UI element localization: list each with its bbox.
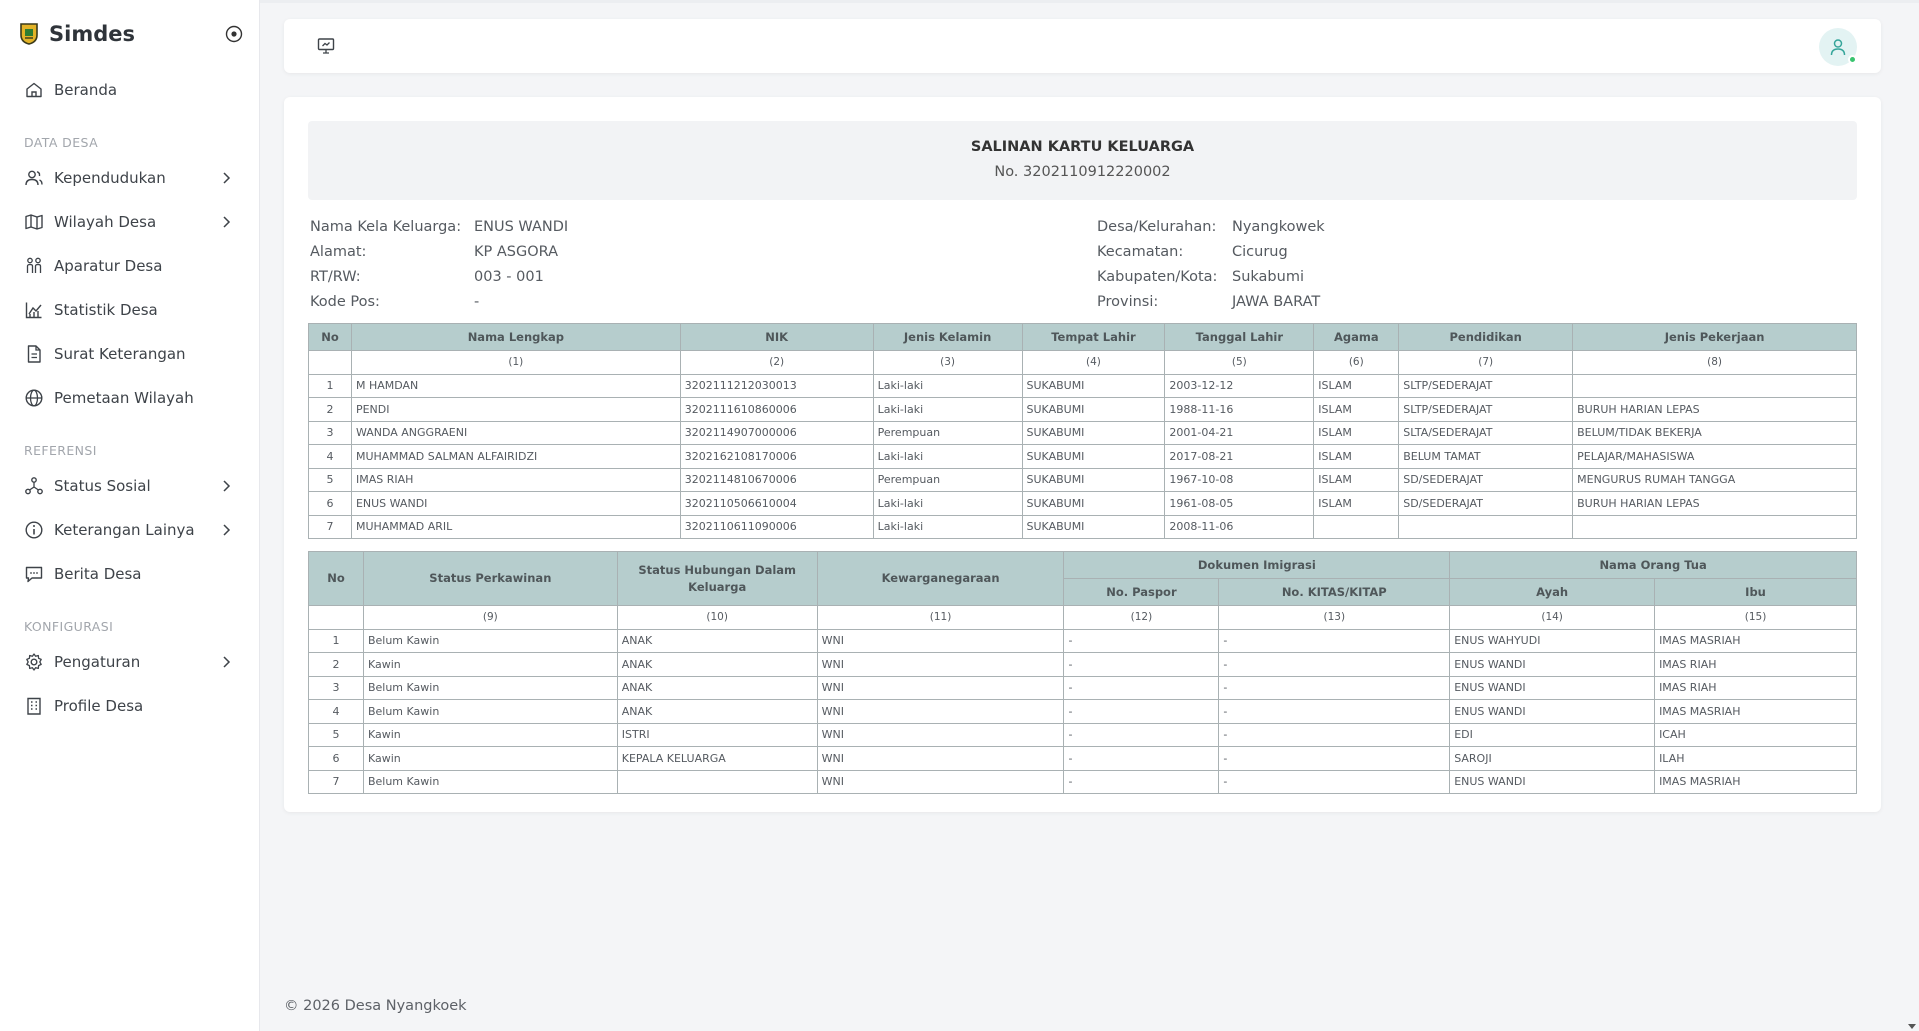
table-cell: SUKABUMI [1022, 445, 1165, 469]
table-cell: 7 [309, 770, 364, 794]
column-header: No. KITAS/KITAP [1219, 579, 1450, 606]
sidebar-item-label: Beranda [54, 81, 118, 99]
table-cell: - [1064, 747, 1219, 771]
info-row [310, 239, 568, 264]
table-cell: 3202114810670006 [680, 468, 873, 492]
family-info-right [1097, 214, 1325, 314]
section-data-desa: DATA DESA [24, 135, 99, 150]
table-cell: SAROJI [1450, 747, 1655, 771]
info-label: Nama Kela Keluarga: [310, 218, 462, 235]
column-header: Tanggal Lahir [1165, 324, 1314, 351]
table-cell: ENUS WANDI [1450, 700, 1655, 724]
sidebar-item-wilayah-desa[interactable] [0, 200, 259, 244]
column-number: (6) [1314, 351, 1399, 375]
column-header: Agama [1314, 324, 1399, 351]
sidebar-item-label: Statistik Desa [54, 301, 158, 319]
family-members-table [308, 323, 1857, 539]
table-cell: Kawin [363, 747, 617, 771]
share-icon [24, 476, 44, 496]
table-cell: SUKABUMI [1022, 421, 1165, 445]
table-cell: ENUS WANDI [1450, 653, 1655, 677]
column-number: (2) [680, 351, 873, 375]
table-cell: ISLAM [1314, 492, 1399, 516]
column-number: (14) [1450, 606, 1655, 630]
table-row [309, 492, 1857, 516]
info-row [1097, 214, 1325, 239]
sidebar-item-surat-keterangan[interactable] [0, 332, 259, 376]
table-cell: 2001-04-21 [1165, 421, 1314, 445]
info-label: Provinsi: [1097, 293, 1159, 310]
family-status-table [308, 551, 1857, 794]
table-cell: ICAH [1655, 723, 1857, 747]
table-cell: ISLAM [1314, 468, 1399, 492]
table-cell: WNI [817, 770, 1064, 794]
column-header: No. Paspor [1064, 579, 1219, 606]
sidebar-item-label: Surat Keterangan [54, 345, 186, 363]
table-cell: M HAMDAN [351, 374, 680, 398]
table-cell: - [1219, 723, 1450, 747]
table-cell: WNI [817, 700, 1064, 724]
table-header-row [309, 324, 1857, 351]
brand-name: Simdes [49, 22, 135, 46]
column-number: (11) [817, 606, 1064, 630]
sidebar-item-label: Kependudukan [54, 169, 166, 187]
table-cell: 3202110611090006 [680, 515, 873, 539]
column-header: Ibu [1655, 579, 1857, 606]
table-cell: SLTP/SEDERAJAT [1399, 374, 1573, 398]
table-cell: WNI [817, 629, 1064, 653]
table-cell: 4 [309, 700, 364, 724]
table-row [309, 747, 1857, 771]
table-cell: - [1064, 723, 1219, 747]
table-cell: SLTA/SEDERAJAT [1399, 421, 1573, 445]
table-cell: WNI [817, 723, 1064, 747]
chart-icon [24, 300, 44, 320]
column-number [309, 351, 352, 375]
column-header: Status Perkawinan [363, 552, 617, 606]
document-icon [24, 344, 44, 364]
table-row [309, 468, 1857, 492]
table-cell: 1 [309, 374, 352, 398]
globe-icon [24, 388, 44, 408]
column-header: Jenis Pekerjaan [1573, 324, 1857, 351]
table-cell: SD/SEDERAJAT [1399, 468, 1573, 492]
sidebar-item-label: Wilayah Desa [54, 213, 157, 231]
table-row [309, 421, 1857, 445]
table-cell: Laki-laki [873, 374, 1022, 398]
sidebar-item-berita-desa[interactable] [0, 552, 259, 596]
column-header: Tempat Lahir [1022, 324, 1165, 351]
table-cell: 7 [309, 515, 352, 539]
info-label: RT/RW: [310, 268, 361, 285]
table-cell: ENUS WANDI [1450, 676, 1655, 700]
table-cell: Belum Kawin [363, 700, 617, 724]
column-number: (13) [1219, 606, 1450, 630]
table-cell: 6 [309, 492, 352, 516]
sidebar-item-keterangan-lainya[interactable] [0, 508, 259, 552]
table-cell: SD/SEDERAJAT [1399, 492, 1573, 516]
info-row [1097, 289, 1325, 314]
sidebar-item-label: Status Sosial [54, 477, 151, 495]
table-cell: ISLAM [1314, 398, 1399, 422]
table-cell: 6 [309, 747, 364, 771]
table-row [309, 398, 1857, 422]
table-cell: 5 [309, 468, 352, 492]
table-cell: ISLAM [1314, 421, 1399, 445]
info-value: ENUS WANDI [474, 218, 569, 235]
table-cell: ANAK [617, 653, 817, 677]
table-cell: BURUH HARIAN LEPAS [1573, 398, 1857, 422]
kartu-keluarga-card [284, 97, 1881, 812]
table-cell [1399, 515, 1573, 539]
table-cell: 3202162108170006 [680, 445, 873, 469]
table-cell: - [1219, 676, 1450, 700]
table-cell: 3 [309, 421, 352, 445]
table-row [309, 770, 1857, 794]
table-cell: ANAK [617, 676, 817, 700]
column-group-header: Dokumen Imigrasi [1064, 552, 1450, 579]
document-title: SALINAN KARTU KELUARGA [970, 139, 1195, 155]
info-row [310, 214, 568, 239]
top-edge [260, 0, 1919, 3]
sidebar-item-pengaturan[interactable] [0, 640, 259, 684]
table-cell: WANDA ANGGRAENI [351, 421, 680, 445]
info-row [310, 289, 568, 314]
table-cell [1314, 515, 1399, 539]
info-label: Kecamatan: [1097, 243, 1184, 260]
table-cell: 5 [309, 723, 364, 747]
table-cell: - [1219, 770, 1450, 794]
column-header: NIK [680, 324, 873, 351]
column-number: (7) [1399, 351, 1573, 375]
table-cell: 4 [309, 445, 352, 469]
table-cell: WNI [817, 747, 1064, 771]
info-value: Sukabumi [1232, 268, 1304, 285]
table-cell: ISLAM [1314, 374, 1399, 398]
sidebar-item-kependudukan[interactable] [0, 156, 259, 200]
column-number: (1) [351, 351, 680, 375]
table-cell: IMAS RIAH [1655, 653, 1857, 677]
table-cell: Laki-laki [873, 515, 1022, 539]
table-cell: PELAJAR/MAHASISWA [1573, 445, 1857, 469]
table-row [309, 515, 1857, 539]
chevron-right-icon [219, 171, 233, 185]
column-number: (5) [1165, 351, 1314, 375]
home-icon [24, 80, 44, 100]
sidebar-item-label: Profile Desa [54, 697, 144, 715]
table-cell: 2 [309, 653, 364, 677]
column-number: (10) [617, 606, 817, 630]
table-cell: PENDI [351, 398, 680, 422]
table-row [309, 653, 1857, 677]
gear-icon [24, 652, 44, 672]
info-row [1097, 239, 1325, 264]
info-icon [24, 520, 44, 540]
info-label: Desa/Kelurahan: [1097, 218, 1217, 235]
info-value: Cicurug [1232, 243, 1288, 260]
sidebar-item-beranda[interactable] [0, 68, 259, 112]
column-number-row [309, 606, 1857, 630]
section-referensi: REFERENSI [24, 443, 97, 458]
table-row [309, 700, 1857, 724]
column-number: (8) [1573, 351, 1857, 375]
sidebar-item-label: Aparatur Desa [54, 257, 163, 275]
table-cell: WNI [817, 676, 1064, 700]
table-cell: Laki-laki [873, 492, 1022, 516]
table-cell: ISTRI [617, 723, 817, 747]
table-cell: 2 [309, 398, 352, 422]
table-cell: WNI [817, 653, 1064, 677]
sidebar [0, 0, 260, 1031]
column-number [309, 606, 364, 630]
table-cell: ISLAM [1314, 445, 1399, 469]
table-cell: Kawin [363, 723, 617, 747]
table-cell: 2017-08-21 [1165, 445, 1314, 469]
sidebar-item-aparatur-desa[interactable] [0, 244, 259, 288]
info-value: JAWA BARAT [1232, 293, 1321, 310]
table-cell: MUHAMMAD SALMAN ALFAIRIDZI [351, 445, 680, 469]
column-number: (9) [363, 606, 617, 630]
footer-copyright: © 2026 Desa Nyangkoek [284, 998, 467, 1014]
table-cell: SUKABUMI [1022, 468, 1165, 492]
chevron-right-icon [219, 655, 233, 669]
table-row [309, 374, 1857, 398]
table-cell: SUKABUMI [1022, 515, 1165, 539]
table-cell: - [1064, 700, 1219, 724]
table-row [309, 676, 1857, 700]
table-cell: - [1064, 629, 1219, 653]
info-value: KP ASGORA [474, 243, 559, 260]
info-value: 003 - 001 [474, 268, 544, 285]
table-cell: IMAS MASRIAH [1655, 770, 1857, 794]
table-cell: Kawin [363, 653, 617, 677]
table-cell: - [1219, 747, 1450, 771]
column-number: (3) [873, 351, 1022, 375]
column-number: (15) [1655, 606, 1857, 630]
table-row [309, 629, 1857, 653]
table-cell [617, 770, 817, 794]
info-label: Kabupaten/Kota: [1097, 268, 1218, 285]
sidebar-item-label: Berita Desa [54, 565, 142, 583]
brand[interactable] [0, 0, 259, 68]
table-cell: KEPALA KELUARGA [617, 747, 817, 771]
building-icon [24, 696, 44, 716]
sidebar-item-pemetaan-wilayah[interactable] [0, 376, 259, 420]
table-cell: - [1064, 653, 1219, 677]
table-cell: 1967-10-08 [1165, 468, 1314, 492]
table-cell: ENUS WANDI [1450, 770, 1655, 794]
village-logo-icon [19, 23, 39, 45]
table-cell: - [1219, 653, 1450, 677]
table-cell: - [1064, 770, 1219, 794]
table-cell: SUKABUMI [1022, 492, 1165, 516]
table-cell: - [1219, 700, 1450, 724]
table-cell: Belum Kawin [363, 770, 617, 794]
document-number: No. 3202110912220002 [994, 164, 1171, 180]
table-cell: IMAS RIAH [1655, 676, 1857, 700]
table-cell: 1 [309, 629, 364, 653]
avatar[interactable] [1819, 28, 1857, 66]
table-cell [1573, 515, 1857, 539]
table-cell: Perempuan [873, 468, 1022, 492]
table-cell: SUKABUMI [1022, 374, 1165, 398]
table-cell: Belum Kawin [363, 629, 617, 653]
sidebar-item-label: Pemetaan Wilayah [54, 389, 194, 407]
table-cell: 3202111610860006 [680, 398, 873, 422]
column-group-header: Nama Orang Tua [1450, 552, 1857, 579]
table-cell: Belum Kawin [363, 676, 617, 700]
sidebar-item-label: Keterangan Lainya [54, 521, 195, 539]
sidebar-item-statistik-desa[interactable] [0, 288, 259, 332]
column-header: Pendidikan [1399, 324, 1573, 351]
table-cell: 3 [309, 676, 364, 700]
monitor-icon[interactable] [316, 36, 336, 56]
table-cell: ANAK [617, 700, 817, 724]
table-cell: Laki-laki [873, 445, 1022, 469]
table-cell: 2008-11-06 [1165, 515, 1314, 539]
chevron-right-icon [219, 523, 233, 537]
topbar [284, 19, 1881, 73]
sidebar-item-label: Pengaturan [54, 653, 141, 671]
table-cell: IMAS MASRIAH [1655, 629, 1857, 653]
family-info-left [310, 214, 568, 314]
column-number: (4) [1022, 351, 1165, 375]
table-cell: 3202110506610004 [680, 492, 873, 516]
table-cell: ENUS WAHYUDI [1450, 629, 1655, 653]
table-cell: BELUM/TIDAK BEKERJA [1573, 421, 1857, 445]
table-cell: 1988-11-16 [1165, 398, 1314, 422]
info-value: Nyangkowek [1232, 218, 1325, 235]
map-icon [24, 212, 44, 232]
table-cell: ILAH [1655, 747, 1857, 771]
column-header: Jenis Kelamin [873, 324, 1022, 351]
table-cell: - [1219, 629, 1450, 653]
table-header-row [309, 552, 1857, 579]
online-status-dot [1848, 55, 1857, 64]
column-header: No [309, 324, 352, 351]
table-cell: Laki-laki [873, 398, 1022, 422]
table-cell: IMAS RIAH [351, 468, 680, 492]
table-cell [1573, 374, 1857, 398]
table-cell: BELUM TAMAT [1399, 445, 1573, 469]
table-cell: - [1064, 676, 1219, 700]
people-icon [24, 256, 44, 276]
column-header: Ayah [1450, 579, 1655, 606]
section-konfigurasi: KONFIGURASI [24, 619, 114, 634]
column-number-row [309, 351, 1857, 375]
table-cell: 3202111212030013 [680, 374, 873, 398]
table-cell: MUHAMMAD ARIL [351, 515, 680, 539]
table-cell: SUKABUMI [1022, 398, 1165, 422]
column-header: Status Hubungan Dalam Keluarga [617, 552, 817, 606]
info-label: Kode Pos: [310, 293, 380, 310]
table-cell: SLTP/SEDERAJAT [1399, 398, 1573, 422]
table-cell: ANAK [617, 629, 817, 653]
table-cell: EDI [1450, 723, 1655, 747]
column-header: Kewarganegaraan [817, 552, 1064, 606]
table-cell: 1961-08-05 [1165, 492, 1314, 516]
table-row [309, 723, 1857, 747]
table-cell: Perempuan [873, 421, 1022, 445]
table-cell: IMAS MASRIAH [1655, 700, 1857, 724]
info-label: Alamat: [310, 243, 367, 260]
user-icon [1829, 38, 1847, 56]
message-icon [24, 564, 44, 584]
users-icon [24, 168, 44, 188]
info-row [1097, 264, 1325, 289]
table-cell: 2003-12-12 [1165, 374, 1314, 398]
table-cell: BURUH HARIAN LEPAS [1573, 492, 1857, 516]
table-cell: MENGURUS RUMAH TANGGA [1573, 468, 1857, 492]
sidebar-item-profile-desa[interactable] [0, 684, 259, 728]
table-cell: ENUS WANDI [351, 492, 680, 516]
sidebar-toggle-icon[interactable] [225, 25, 243, 43]
info-row [310, 264, 568, 289]
column-number: (12) [1064, 606, 1219, 630]
table-row [309, 445, 1857, 469]
column-header: Nama Lengkap [351, 324, 680, 351]
table-cell: 3202114907000006 [680, 421, 873, 445]
info-value: - [474, 293, 480, 310]
chevron-right-icon [219, 479, 233, 493]
chevron-right-icon [219, 215, 233, 229]
document-header [308, 121, 1857, 200]
scroll-down-arrow-icon[interactable] [1907, 1021, 1917, 1031]
sidebar-item-status-sosial[interactable] [0, 464, 259, 508]
column-header: No [309, 552, 364, 606]
